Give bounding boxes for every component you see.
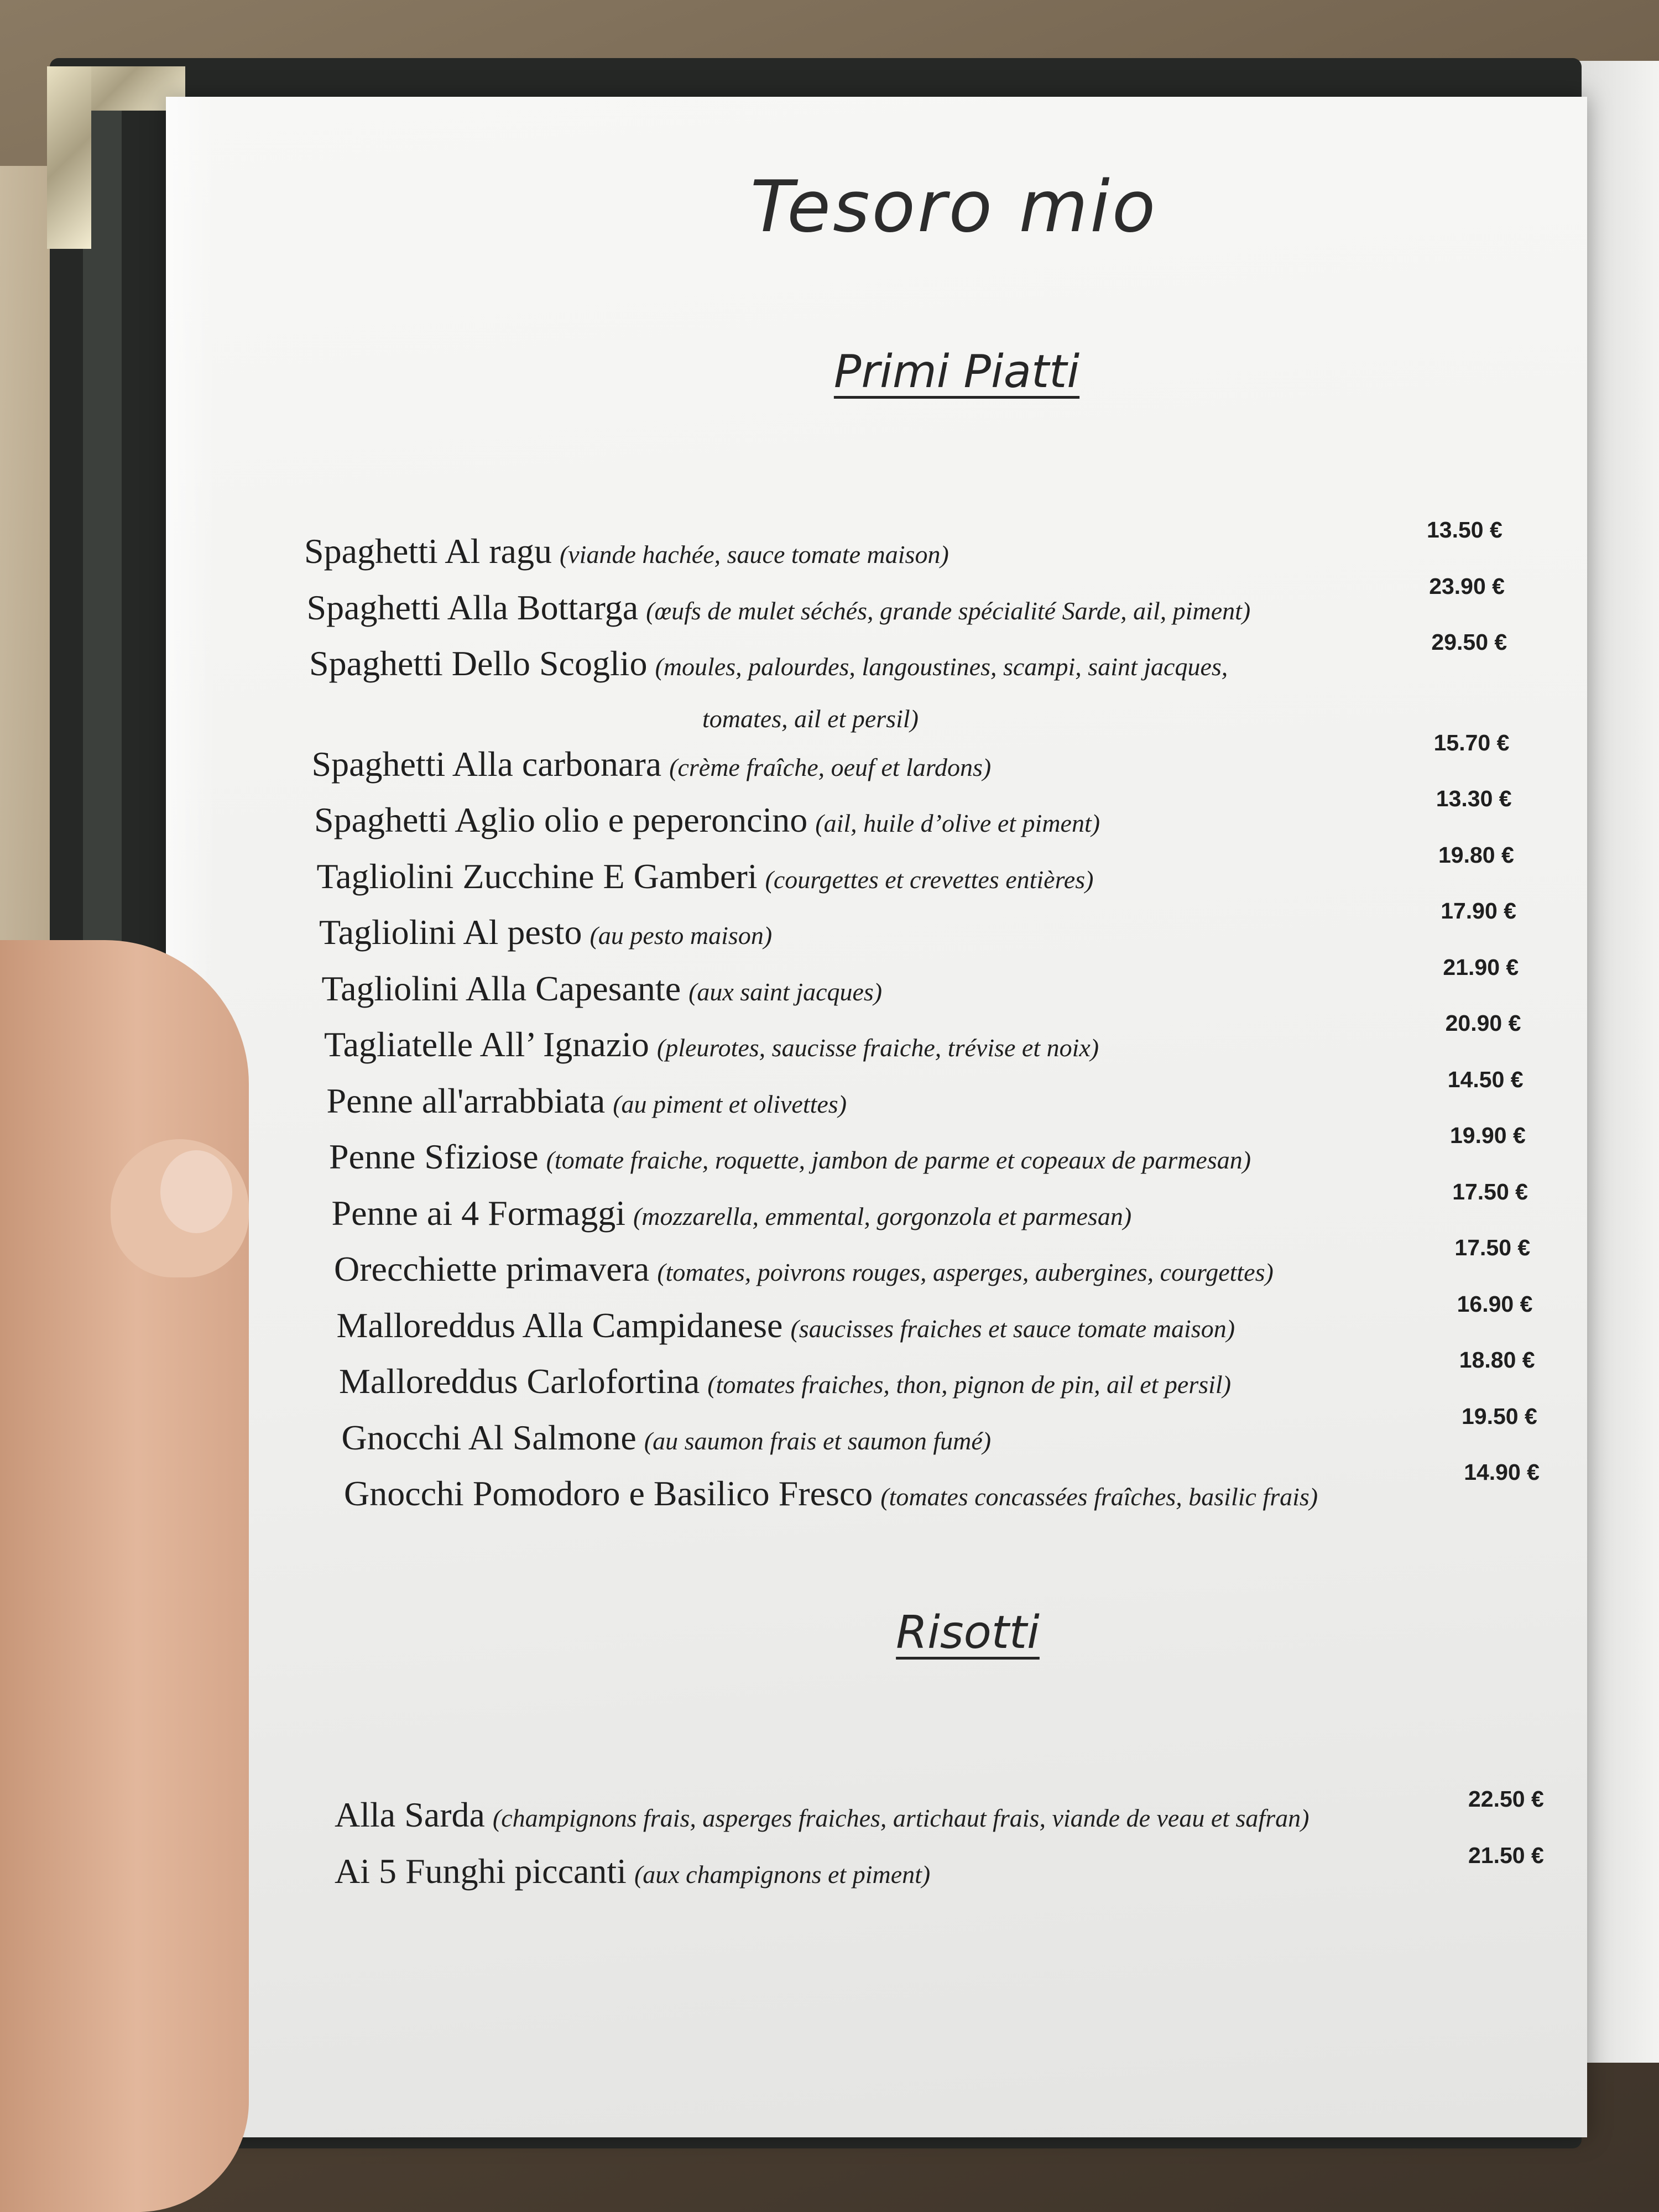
menu-item [344,1473,1318,1514]
dish-price: 19.80 € [1438,842,1514,868]
dish-name: Orecchiette primavera [334,1249,650,1288]
dish-name: Spaghetti Alla carbonara [311,744,662,784]
dish-name: Tagliolini Alla Capesante [321,968,681,1008]
menu-item [335,1851,930,1892]
dish-name: Alla Sarda [335,1795,485,1834]
dish-name: Spaghetti Aglio olio e peperoncino [314,800,808,839]
dish-price: 22.50 € [1468,1786,1544,1812]
dish-price: 18.80 € [1459,1347,1535,1373]
dish-name: Penne all'arrabbiata [326,1081,606,1120]
dish-description: (au saumon frais et saumon fumé) [644,1426,992,1455]
dish-price: 17.90 € [1441,898,1516,924]
dish-description: (moules, palourdes, langoustines, scampi, saint jacques, [655,653,1228,681]
thumbnail-nail [160,1150,232,1233]
dish-description-continued: tomates, ail et persil) [702,705,919,733]
dish-price: 13.30 € [1436,786,1512,811]
menu-item [332,1193,1132,1234]
dish-description: (courgettes et crevettes entières) [765,865,1094,894]
dish-description: (tomates, poivrons rouges, asperges, aubergines, courgettes) [657,1258,1274,1286]
dish-price: 21.90 € [1443,954,1519,980]
dish-price: 19.90 € [1450,1123,1526,1148]
menu-item [304,531,949,572]
menu-item [329,1136,1251,1177]
dish-name: Tagliolini Zucchine E Gamberi [316,856,758,896]
menu-item [324,1024,1099,1065]
dish-name: Tagliolini Al pesto [319,912,582,952]
dish-name: Spaghetti Al ragu [304,531,552,571]
dish-description: (œufs de mulet séchés, grande spécialité Sarde, ail, piment) [646,596,1251,625]
dish-description: (mozzarella, emmental, gorgonzola et parmesan) [633,1202,1132,1230]
dish-name: Penne Sfiziose [329,1137,539,1176]
dish-name: Spaghetti Dello Scoglio [309,644,648,683]
dish-price: 21.50 € [1468,1843,1544,1868]
dish-price: 17.50 € [1452,1178,1528,1204]
dish-description: (tomates fraiches, thon, pignon de pin, ail et persil) [707,1370,1232,1399]
menu-item [335,1794,1309,1835]
dish-description: (ail, huile d’olive et piment) [815,809,1100,837]
dish-description: (saucisses fraiches et sauce tomate maison) [790,1314,1235,1343]
dish-name: Ai 5 Funghi piccanti [335,1851,627,1891]
dish-description: (champignons frais, asperges fraiches, artichaut frais, viande de veau et safran) [492,1804,1310,1832]
section-heading-primi: Primi Piatti [833,346,1080,398]
dish-price: 14.50 € [1447,1066,1524,1092]
dish-name: Spaghetti Alla Bottarga [306,587,639,627]
restaurant-title: Tesoro mio [750,166,1158,248]
dish-description: (viande hachée, sauce tomate maison) [559,540,949,568]
dish-description: (tomate fraiche, roquette, jambon de parme et copeaux de parmesan) [546,1146,1251,1174]
dish-description: (au piment et olivettes) [613,1089,847,1118]
section-heading-risotti: Risotti [896,1606,1040,1659]
menu-item [327,1081,847,1121]
menu-item [317,856,1094,897]
dish-description: (au pesto maison) [589,921,773,950]
dish-description: (aux saint jacques) [688,977,883,1006]
metal-corner-side [47,66,91,249]
dish-price: 13.50 € [1427,517,1503,542]
dish-name: Tagliatelle All’ Ignazio [324,1025,649,1064]
dish-description: (tomates concassées fraîches, basilic frais) [880,1483,1318,1511]
menu-item [342,1417,992,1458]
dish-price: 23.90 € [1429,573,1505,599]
dish-name: Gnocchi Pomodoro e Basilico Fresco [344,1474,873,1513]
holding-hand [0,940,249,2212]
dish-name: Malloreddus Alla Campidanese [336,1305,783,1345]
menu-item [334,1249,1274,1290]
dish-price: 17.50 € [1454,1235,1531,1260]
dish-name: Malloreddus Carlofortina [339,1361,700,1401]
menu-item [337,1305,1235,1346]
dish-price: 14.90 € [1464,1459,1540,1485]
dish-price: 29.50 € [1431,629,1507,655]
menu-item [314,800,1100,841]
dish-description: (pleurotes, saucisse fraiche, trévise et noix) [656,1034,1099,1062]
menu-item [309,643,1228,684]
menu-item [322,968,883,1009]
dish-description: (crème fraîche, oeuf et lardons) [669,753,992,781]
dish-name: Penne ai 4 Formaggi [331,1193,625,1233]
menu-item [319,912,772,953]
menu-item [307,587,1251,628]
dish-price: 15.70 € [1433,729,1510,755]
dish-price: 20.90 € [1445,1010,1521,1036]
dish-price: 16.90 € [1457,1291,1533,1317]
menu-item [339,1361,1231,1402]
dish-description: (aux champignons et piment) [634,1860,931,1888]
menu-item [312,744,992,785]
dish-price: 19.50 € [1462,1403,1537,1429]
dish-name: Gnocchi Al Salmone [341,1417,637,1457]
